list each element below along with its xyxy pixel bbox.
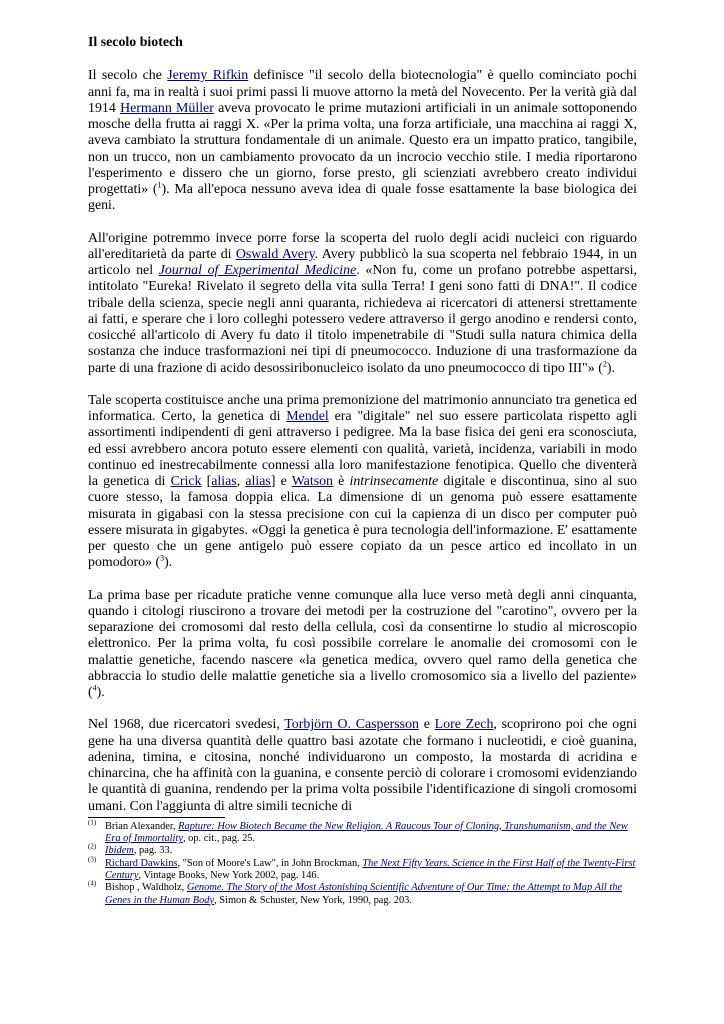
paragraph-2: All'origine potremmo invece porre forse la scoperta del ruolo degli acidi nucleici con riguardo all'ereditarietà da parte di Oswald Avery. Avery pubblicò la sua scoperta nel febbraio 1944, in un articolo nel Journal of Experimental Medicine. «Non fu, come un profano potrebbe aspettarsi, intitolato "Eureka! Rivelato il segreto della vita sulla Terra! I geni sono fatti di DNA!". Il codice tribale della scienza, specie negli anni quaranta, richiedeva ai ricercatori di attenersi strettamente ai fatti, e sperare che i loro colleghi potessero vedere attraverso il gergo anodino e rendersi conto, cosicché all'articolo di Avery fu dato il titolo impenetrabile di "Studi sulla natura chimica della sostanza che induce trasformazioni nei tipi di pneumococco. Induzione di una trasformazione da parte di una frazione di acido desossiribonucleico isolato da uno pneumococco di tipo III"» ($^2$). <box>88 230 638 376</box>
link-rapture-book[interactable]: Rapture: How Biotech Became the New Religion. A Raucous Tour of Cloning, Transhumanism, and the New Era of Immortality <box>105 820 628 845</box>
footnote-ref-4: 4 <box>92 683 97 693</box>
link-genome-book[interactable]: Genome. The Story of the Most Astonishing Scientific Adventure of Our Time: the Attempt to Map All the Genes in the Human Body <box>105 882 623 906</box>
footnote-number: (3) <box>88 855 97 864</box>
paragraph-3: Tale scoperta costituisce anche una prima premonizione del matrimonio annunciato tra genetica ed informatica. Certo, la genetica di Mendel era "digitale" nel suo essere particolata rispetto agli assortimenti indipendenti di geni attraverso i pedigree. Ma la base fisica dei geni era sconosciuta, ed essi avrebbero ancora potuto essere elementi con qualità, varietà, incidenza, variabili in modo continuo ed inestrecabilmente connessi alla loro manifestazione fenotipica. Quello che diventerà la genetica di Crick [alias, alias] e Watson è intrinsecamente digitale e discontinua, sino al suo cuore stesso, la famosa doppia elica. La dimensione di un genoma può essere esattamente misurata in gigabasi con la stessa precisione con cui la capienza di un disco per computer può essere misurata in gigabytes. «Oggi la genetica è pura tecnologia dell'informazione. E' esattamente per questo che un gene antigelo può essere copiato da un pesce artico ed incollato in un pomodoro» ($^3$). <box>88 392 637 571</box>
footnote-ref-1: 1 <box>157 180 162 190</box>
link-jeremy-rifkin[interactable]: Jeremy Rifkin <box>167 68 249 84</box>
footnote-3: $^{(3)}$ Richard Dawkins, "Son of Moore's Law", in John Brockman, The Next Fifty Years. Science in the First Half of the Twenty-First Century, Vintage Books, New York 2002, pag. 146. <box>88 855 636 881</box>
footnote-4: $^{(4)}$ Bishop , Waldholz, Genome. The Story of the Most Astonishing Scientific Adventure of Our Time: the Attempt to Map All the Genes in the Human Body, Simon & Schuster, New York, 1990, pag. 203. <box>88 879 623 906</box>
link-ibidem[interactable]: Ibidem <box>105 845 134 857</box>
link-alias-1[interactable]: alias <box>211 474 237 489</box>
document-title: Il secolo biotech <box>88 35 183 50</box>
paragraph-5: Nel 1968, due ricercatori svedesi, Torbjörn O. Caspersson e Lore Zech, scoprirono poi che ogni gene ha una diversa quantità delle quattro basi azotate che formano i nucleotidi, e cioè guanina, adenina, timina, e citosina, nonché individuarono un composto, la mostarda di acridina e chinarcina, che ha affinità con la guanina, e consente perciò di colorare i cromosomi evidenziando le quantità di guanina, rendendo per la prima volta possibile l'identificazione di singoli cromosomi umani. Con l'aggiunta di altre simili tecniche di <box>88 717 637 814</box>
link-alias-2[interactable]: alias <box>245 474 271 489</box>
footnotes <box>88 818 637 907</box>
footnote-number: (1) <box>88 818 97 827</box>
link-hermann-muller[interactable]: Hermann Müller <box>120 100 214 116</box>
footnote-number: (4) <box>88 879 97 888</box>
footnote-number: (2) <box>88 842 97 851</box>
link-journal-experimental-medicine[interactable]: Journal of Experimental Medicine <box>158 263 357 278</box>
footnote-ref-3: 3 <box>160 553 165 563</box>
link-torbjorn-caspersson[interactable]: Torbjörn O. Caspersson <box>284 717 419 733</box>
footnote-separator <box>88 817 225 818</box>
link-crick[interactable]: Crick <box>170 474 202 489</box>
emphasis-intrinsecamente: intrinsecamente <box>349 474 439 489</box>
link-lore-zech[interactable]: Lore Zech <box>434 717 494 733</box>
link-next-fifty-years[interactable]: The Next Fifty Years. Science in the First Half of the Twenty-First Century <box>105 857 636 881</box>
link-mendel[interactable]: Mendel <box>286 409 329 424</box>
footnote-1: $^{(1)}$ Brian Alexander, Rapture: How Biotech Became the New Religion. A Raucous Tour of Cloning, Transhumanism, and the New Era of Immortality, op. cit., pag. 25. <box>88 818 628 845</box>
document-page <box>88 35 637 907</box>
footnote-ref-2: 2 <box>602 358 607 368</box>
link-watson[interactable]: Watson <box>291 474 334 489</box>
link-richard-dawkins[interactable]: Richard Dawkins <box>105 857 178 869</box>
footnote-2: $^{(2)}$ Ibidem, pag. 33. <box>88 842 173 857</box>
link-oswald-avery[interactable]: Oswald Avery <box>235 246 315 262</box>
paragraph-1: Il secolo che Jeremy Rifkin definisce "il secolo della biotecnologia" è quello cominciato pochi anni fa, ma in realtà i suoi primi passi li muove attorno la metà del Novecento. Per la verità già dal 1914 Hermann Müller aveva provocato le prime mutazioni artificiali in un animale sottoponendo mosche della frutta ai raggi X. «Per la prima volta, una forza artificiale, una macchina ai raggi X, aveva cambiato la struttura fondamentale di un animale. Questo era un impatto pratico, tangibile, non un trucco, non un cambiamento provocato da un incrocio vecchio stile. I media riportarono l'esperimento e dissero che un giorno, forse presto, gli scienziati avrebbero creato individui progettati» ($^1$). Ma all'epoca nessuno aveva idea di quale fosse esattamente la base biologica dei geni. <box>88 68 638 214</box>
paragraph-4: La prima base per ricadute pratiche venne comunque alla luce verso metà degli anni cinquanta, quando i citologi riuscirono a trovare dei metodi per la costruzione del "carotino", ovvero per la separazione dei cromosomi dal resto della cellula, così da consentirne lo studio al microscopio elettronico. Per la prima volta, fu così possibile correlare le anomalie dei cromosomi con le malattie genetiche, facendo nascere «la genetica medica, ovvero quel ramo della genetica che abbraccia lo studio delle malattie genetiche sia a livello cromosomico sia a livello del paziente» ($^4$). <box>88 587 637 700</box>
